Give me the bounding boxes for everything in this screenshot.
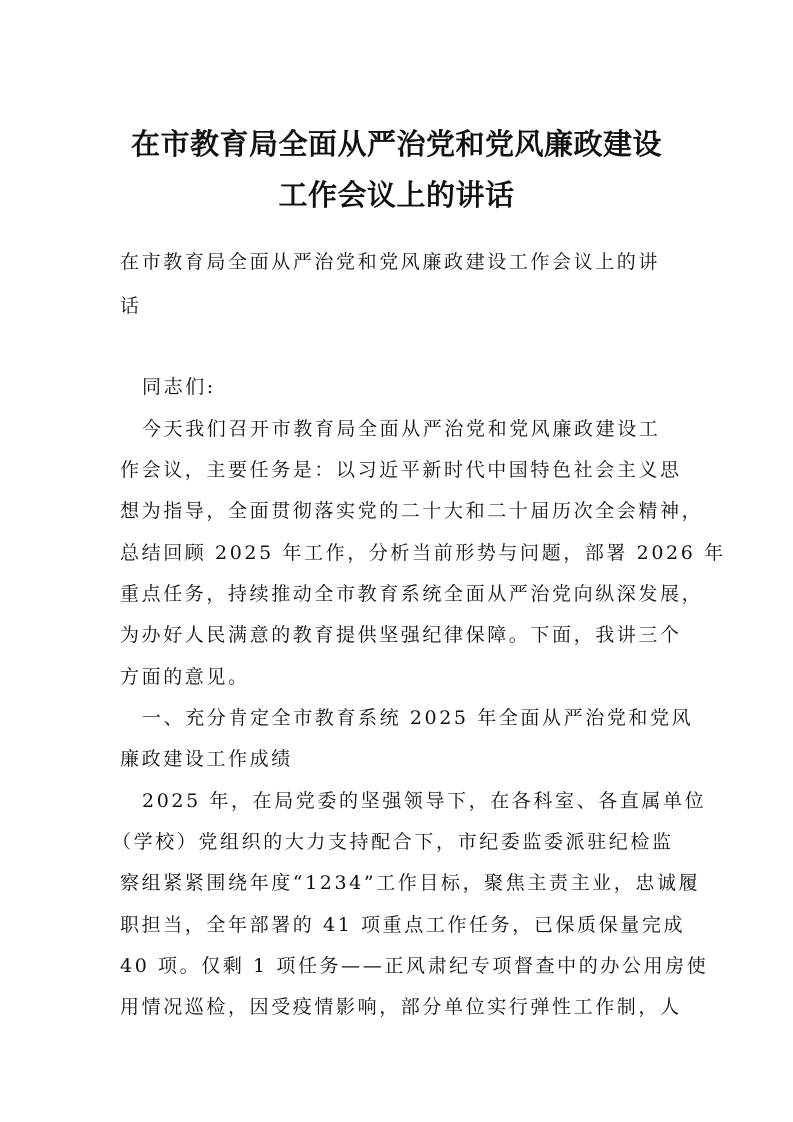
heading-1-line-2: 廉政建设工作成绩 bbox=[120, 748, 293, 770]
paragraph-1-line-6: 为办好人民满意的教育提供坚强纪律保障。下面，我讲三个 bbox=[120, 624, 682, 646]
salutation: 同志们: bbox=[142, 376, 216, 398]
paragraph-2-line-4: 职担当，全年部署的 41 项重点工作任务，已保质保量完成 bbox=[120, 914, 686, 936]
document-title-line-1: 在市教育局全面从严治党和党风廉政建设 bbox=[130, 127, 662, 161]
subtitle-line-2: 话 bbox=[120, 295, 142, 317]
paragraph-2-line-6: 用情况巡检，因受疫情影响，部分单位实行弹性工作制，人 bbox=[120, 996, 682, 1018]
paragraph-2-line-2: （学校）党组织的大力支持配合下，市纪委监委派驻纪检监 bbox=[112, 831, 674, 853]
paragraph-2-line-5: 40 项。仅剩 1 项任务——正风肃纪专项督查中的办公用房使 bbox=[120, 955, 709, 977]
paragraph-1-line-4: 总结回顾 2025 年工作，分析当前形势与问题，部署 2026 年 bbox=[120, 542, 726, 564]
paragraph-1-line-2: 作会议，主要任务是：以习近平新时代中国特色社会主义思 bbox=[120, 459, 682, 481]
paragraph-1-line-7: 方面的意见。 bbox=[120, 666, 250, 688]
heading-1-line-1: 一、充分肯定全市教育系统 2025 年全面从严治党和党风 bbox=[142, 707, 694, 729]
document-title-line-2: 工作会议上的讲话 bbox=[278, 178, 515, 212]
subtitle-line-1: 在市教育局全面从严治党和党风廉政建设工作会议上的讲 bbox=[120, 251, 661, 273]
paragraph-2-line-3: 察组紧紧围绕年度“1234”工作目标，聚焦主责主业，忠诚履 bbox=[120, 872, 701, 894]
paragraph-1-line-3: 想为指导，全面贯彻落实党的二十大和二十届历次全会精神， bbox=[120, 500, 704, 522]
paragraph-1-line-5: 重点任务，持续推动全市教育系统全面从严治党向纵深发展， bbox=[120, 583, 704, 605]
paragraph-2-line-1: 2025 年，在局党委的坚强领导下，在各科室、各直属单位 bbox=[142, 790, 707, 812]
paragraph-1-line-1: 今天我们召开市教育局全面从严治党和党风廉政建设工 bbox=[142, 418, 661, 440]
